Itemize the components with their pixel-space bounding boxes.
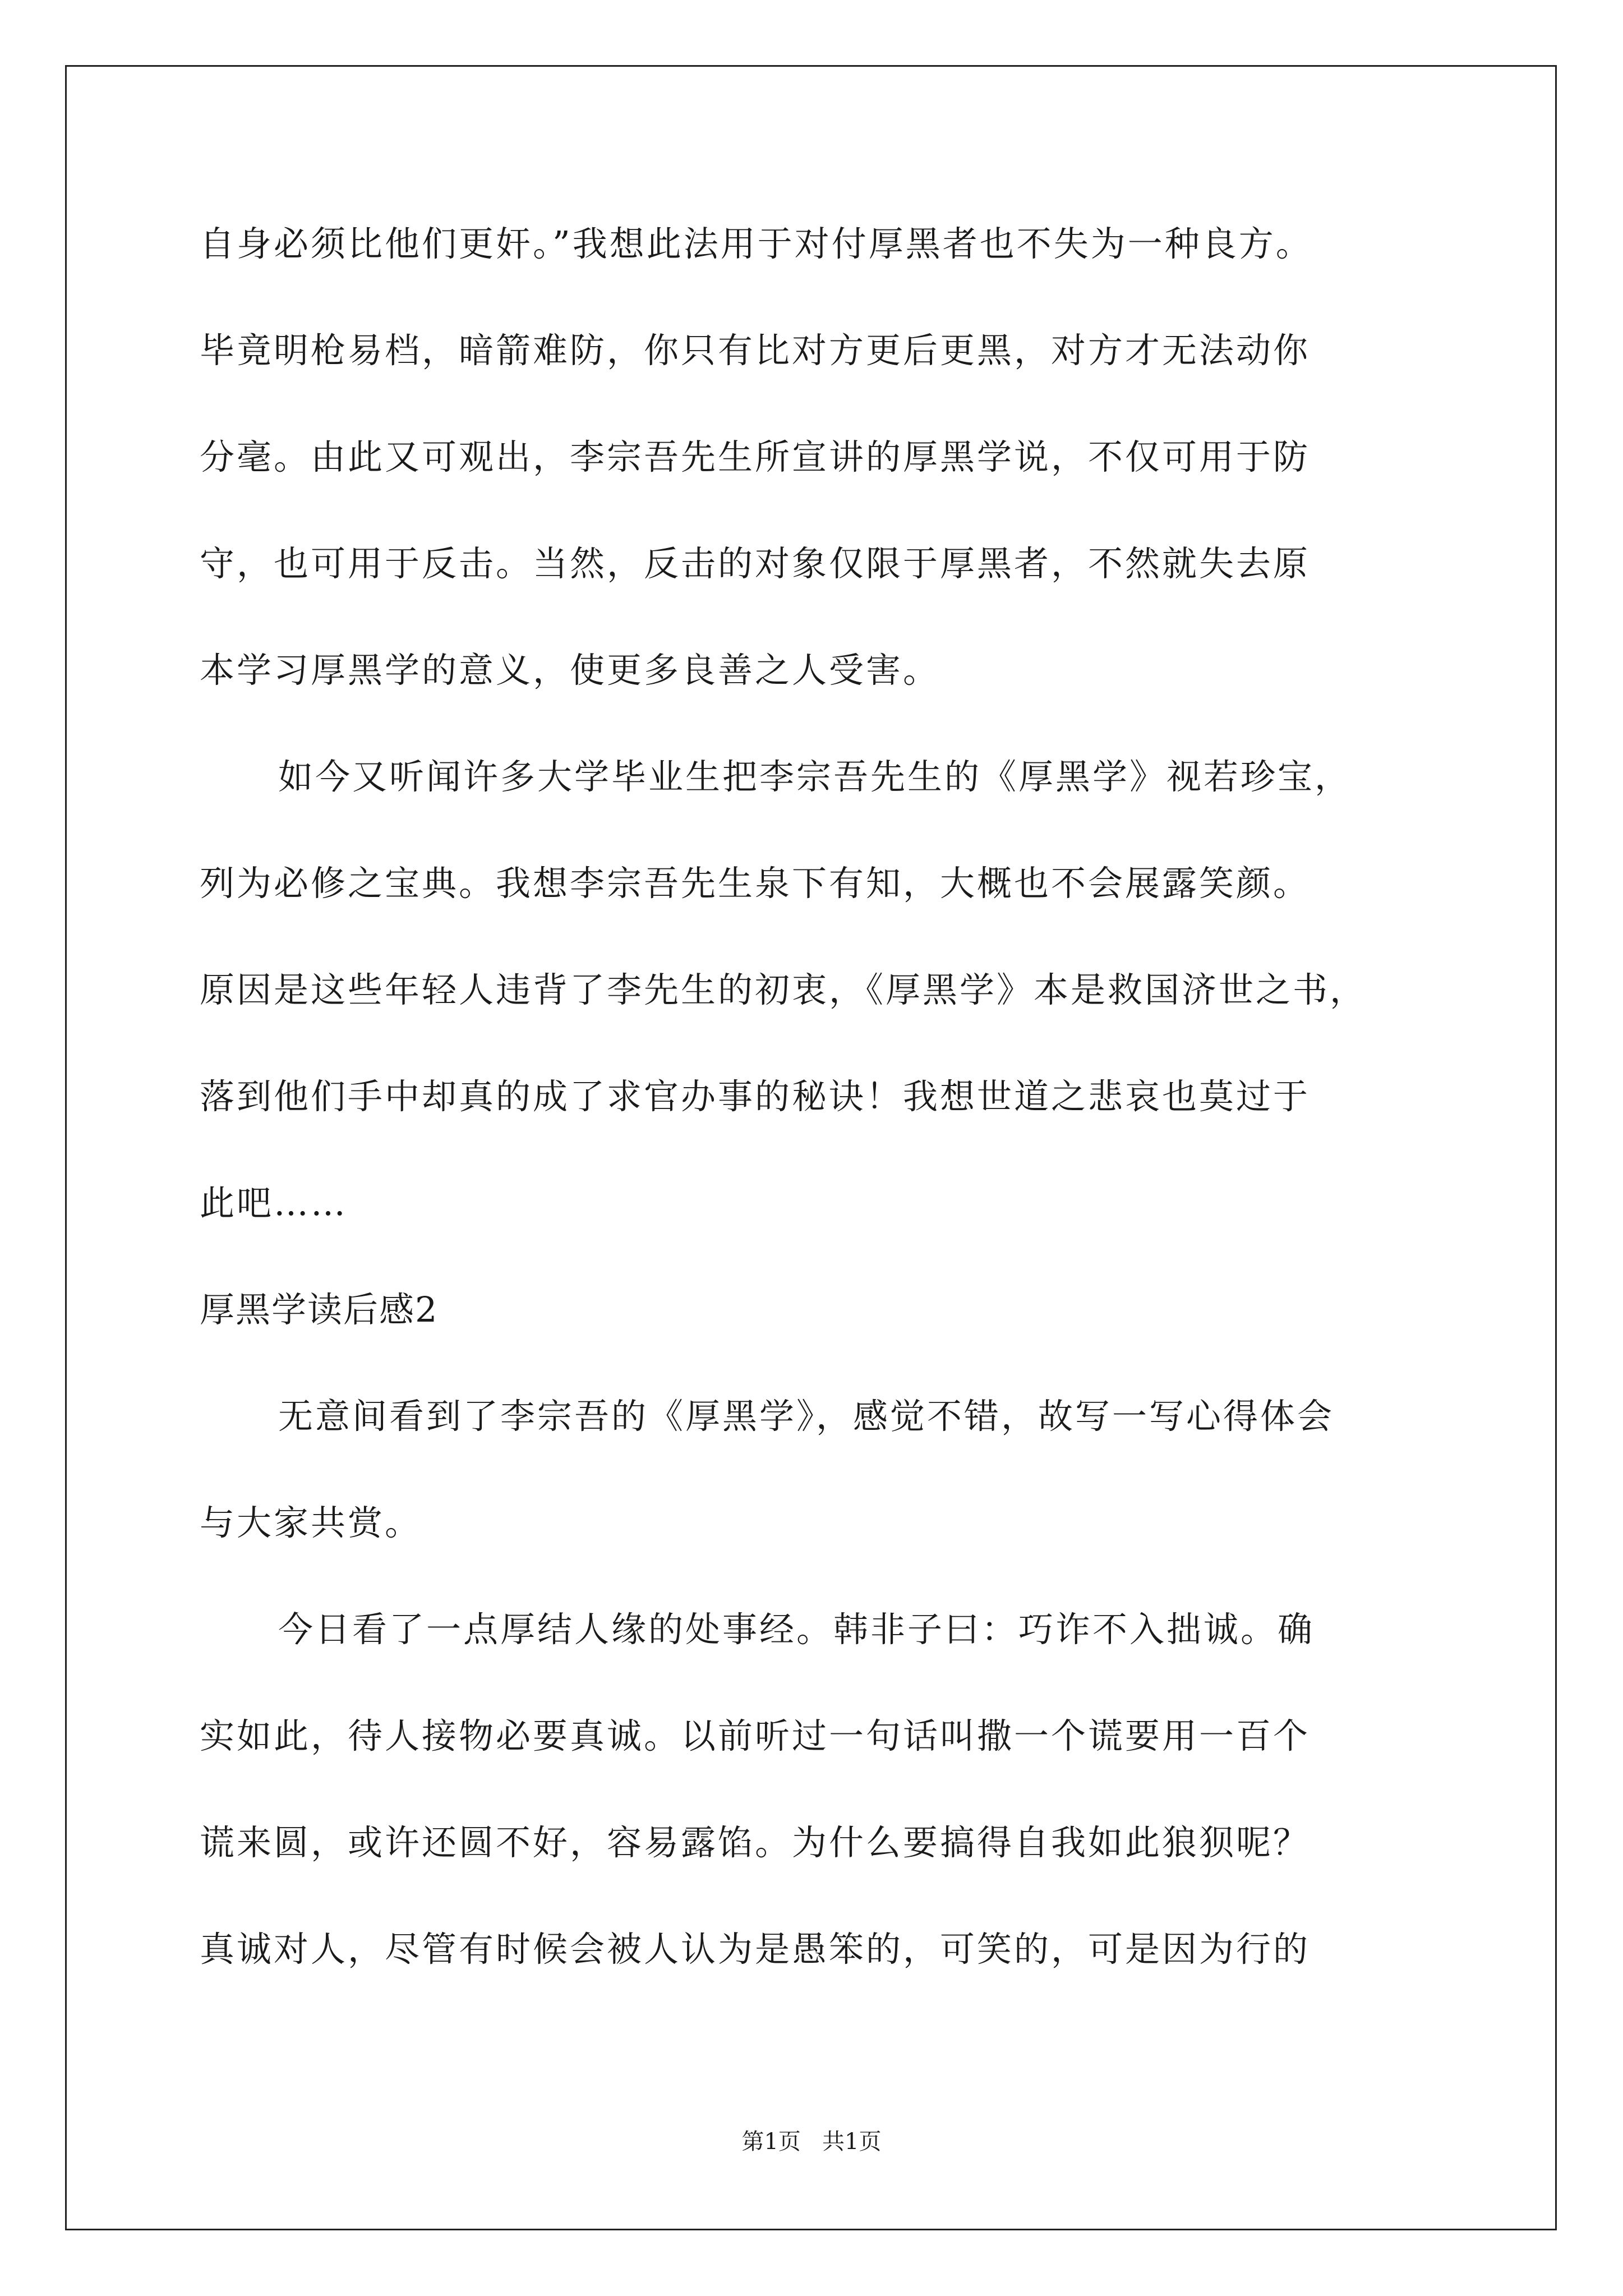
section-heading: 厚黑学读后感2 — [200, 1289, 439, 1330]
text-line: 谎来圆，或许还圆不好，容易露馅。为什么要搞得自我如此狼狈呢？ — [200, 1822, 1311, 1863]
document-body — [200, 191, 1450, 2003]
text-line: 落到他们手中却真的成了求官办事的秘诀！我想世道之悲哀也莫过于 — [200, 1076, 1311, 1117]
paragraph-start-line: 无意间看到了李宗吾的《厚黑学》，感觉不错，故写一写心得体会 — [278, 1396, 1335, 1437]
text-line: 原因是这些年轻人违背了李先生的初衷，《厚黑学》本是救国济世之书， — [200, 969, 1367, 1010]
text-line: 分毫。由此又可观出，李宗吾先生所宣讲的厚黑学说，不仅可用于防 — [200, 436, 1311, 477]
text-line: 守，也可用于反击。当然，反击的对象仅限于厚黑者，不然就失去原 — [200, 543, 1311, 584]
text-line: 此吧…… — [200, 1182, 348, 1223]
text-line: 与大家共赏。 — [200, 1502, 422, 1543]
paragraph-start-line: 今日看了一点厚结人缘的处事经。韩非子曰：巧诈不入拙诚。确 — [278, 1609, 1315, 1650]
paragraph-start-line: 如今又听闻许多大学毕业生把李宗吾先生的《厚黑学》视若珍宝， — [278, 756, 1352, 797]
text-line: 本学习厚黑学的意义，使更多良善之人受害。 — [200, 650, 940, 691]
text-line: 毕竟明枪易档，暗箭难防，你只有比对方更后更黑，对方才无法动你 — [200, 330, 1311, 371]
text-line: 真诚对人，尽管有时候会被人认为是愚笨的，可笑的，可是因为行的 — [200, 1929, 1311, 1970]
text-line: 实如此，待人接物必要真诚。以前听过一句话叫撒一个谎要用一百个 — [200, 1715, 1311, 1756]
page-footer: 第1页 共1页 — [741, 2129, 882, 2155]
text-line: 自身必须比他们更奸。”我想此法用于对付厚黑者也不失为一种良方。 — [200, 223, 1313, 264]
text-line: 列为必修之宝典。我想李宗吾先生泉下有知，大概也不会展露笑颜。 — [200, 863, 1311, 904]
